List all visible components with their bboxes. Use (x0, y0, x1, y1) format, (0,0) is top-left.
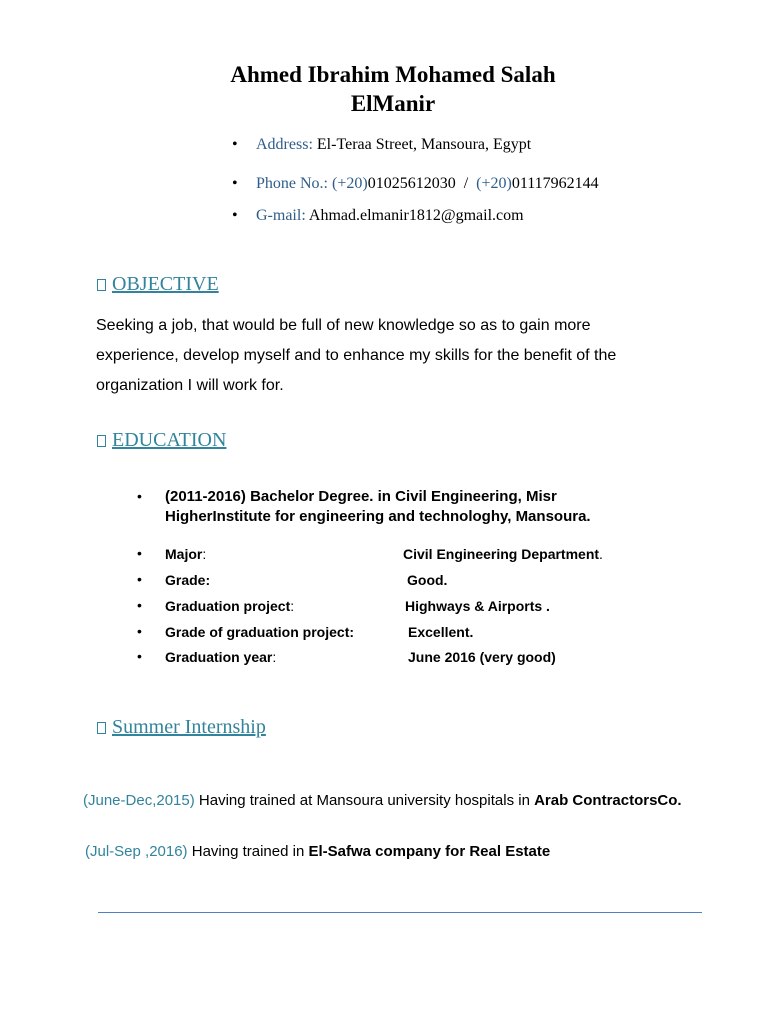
bullet-icon: • (137, 571, 142, 587)
resume-name-line2: ElManir (350, 91, 436, 116)
phone-separator: / (463, 175, 469, 192)
internship-heading-text: Summer Internship (112, 716, 266, 738)
bullet-icon: • (232, 175, 238, 192)
phone-label: Phone No.: (256, 175, 328, 192)
empty-box-icon (97, 722, 106, 734)
objective-heading-text: OBJECTIVE (112, 273, 219, 295)
internship-text: Having trained in (187, 843, 309, 860)
phone1-number: 01025612030 (367, 175, 456, 192)
internship-company: El-Safwa company for Real Estate (308, 843, 551, 860)
detail-label-grade: Grade: (165, 572, 211, 588)
address-value: El-Teraa Street, Mansoura, Egypt (316, 136, 532, 153)
email-value[interactable]: Ahmad.elmanir1812@gmail.com (308, 207, 524, 224)
detail-value-year: June 2016 (very good) (408, 649, 556, 665)
objective-line: Seeking a job, that would be full of new knowledge so as to gain more (96, 317, 591, 334)
detail-label-project-grade: Grade of graduation project: (165, 624, 355, 640)
empty-box-icon (97, 279, 106, 291)
objective-line: organization I will work for. (96, 377, 284, 394)
bullet-icon: • (137, 545, 142, 561)
phone2-number: 01117962144 (511, 175, 599, 192)
bullet-icon: • (137, 488, 142, 504)
detail-value-project-grade: Excellent. (408, 624, 474, 640)
bullet-icon: • (232, 207, 238, 224)
degree-description (165, 487, 725, 527)
internship-item (85, 843, 550, 860)
bullet-icon: • (137, 623, 142, 639)
internship-text: Having trained at Mansoura university hospitals in (194, 792, 535, 809)
degree-line: (2011-2016) Bachelor Degree. in Civil Engineering, Misr (165, 488, 557, 505)
detail-value-major: Civil Engineering Department. (403, 546, 603, 562)
internship-date: (Jul-Sep ,2016) (85, 843, 188, 860)
detail-value-grade: Good. (407, 572, 448, 588)
internship-item (83, 792, 682, 809)
bullet-icon: • (137, 597, 142, 613)
internship-heading (97, 716, 266, 739)
bullet-icon: • (232, 136, 238, 153)
internship-company: Arab ContractorsCo. (534, 792, 682, 809)
horizontal-divider (98, 912, 702, 913)
phone2-code: (+20) (476, 175, 512, 192)
objective-line: experience, develop myself and to enhance my skills for the benefit of the (96, 347, 617, 364)
detail-label-year: Graduation year: (165, 649, 277, 665)
detail-label-major: Major: (165, 546, 207, 562)
email-label: G-mail: (256, 207, 306, 224)
internship-date: (June-Dec,2015) (83, 792, 195, 809)
detail-value-project: Highways & Airports . (405, 598, 550, 614)
education-heading (97, 429, 226, 452)
phone1-code: (+20) (332, 175, 368, 192)
empty-box-icon (97, 435, 106, 447)
degree-line: HigherInstitute for engineering and technologhy, Mansoura. (165, 508, 591, 525)
education-heading-text: EDUCATION (112, 429, 227, 451)
address-label: Address: (256, 136, 313, 153)
detail-label-project: Graduation project: (165, 598, 295, 614)
bullet-icon: • (137, 648, 142, 664)
resume-name-line1: Ahmed Ibrahim Mohamed Salah (230, 62, 556, 87)
objective-heading (97, 273, 219, 296)
objective-text (96, 311, 696, 401)
